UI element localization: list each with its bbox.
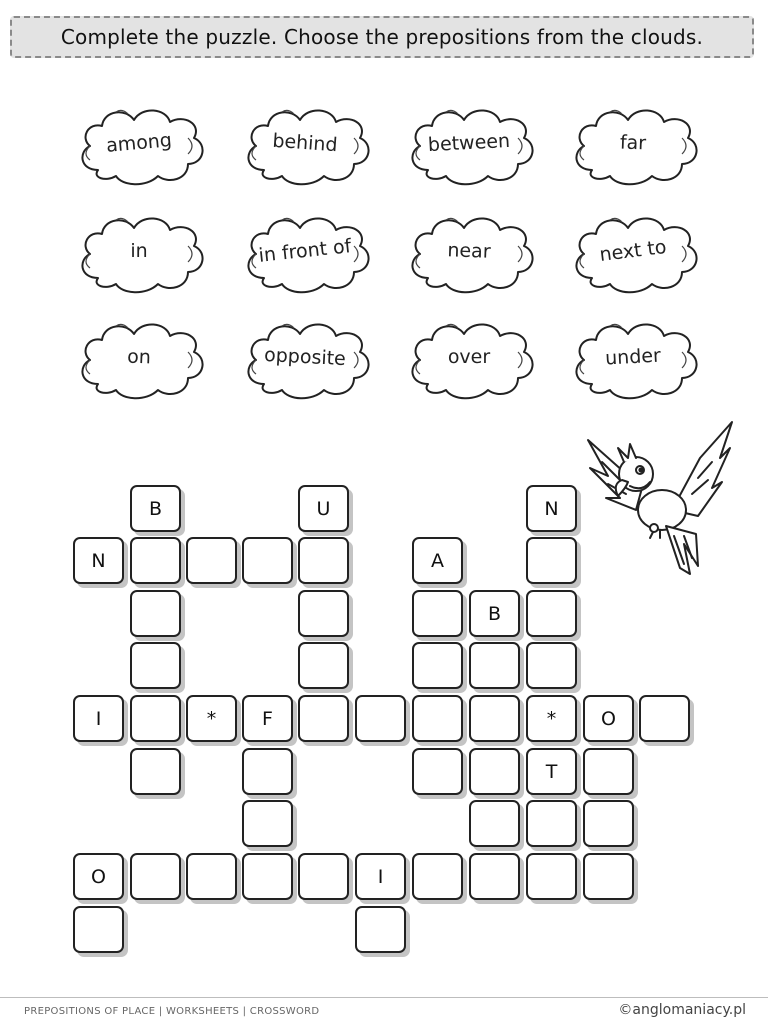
crossword-cell[interactable]: [130, 695, 181, 742]
crossword-cell[interactable]: [242, 800, 293, 847]
crossword-cell[interactable]: [242, 537, 293, 584]
cloud-label: among: [105, 129, 173, 157]
cloud-label: in: [130, 240, 148, 262]
cloud-on: [72, 312, 206, 402]
crossword-cell[interactable]: [639, 695, 690, 742]
crossword-cell[interactable]: U: [298, 485, 349, 532]
instructions-banner: [10, 16, 754, 58]
crossword-cell[interactable]: [298, 853, 349, 900]
crossword-cell[interactable]: [355, 695, 406, 742]
cloud-next-to: [566, 206, 700, 296]
crossword-cell[interactable]: [583, 853, 634, 900]
crossword-cell[interactable]: I: [73, 695, 124, 742]
crossword-cell[interactable]: N: [526, 485, 577, 532]
cloud-label: between: [427, 129, 511, 157]
cloud-in: [72, 206, 206, 296]
footer-breadcrumb: PREPOSITIONS OF PLACE | WORKSHEETS | CROSSWORD: [24, 1006, 320, 1017]
cloud-under: [566, 312, 700, 402]
crossword-cell[interactable]: [130, 853, 181, 900]
crossword-cell[interactable]: [130, 642, 181, 689]
parrot-illustration: [580, 418, 740, 578]
crossword-cell[interactable]: [412, 695, 463, 742]
crossword-cell[interactable]: O: [583, 695, 634, 742]
crossword-cell[interactable]: [469, 748, 520, 795]
crossword-cell[interactable]: [526, 590, 577, 637]
cloud-over: [402, 312, 536, 402]
cloud-between: [402, 98, 536, 188]
crossword-cell[interactable]: [583, 748, 634, 795]
crossword-cell[interactable]: A: [412, 537, 463, 584]
cloud-label: far: [619, 131, 647, 155]
crossword-cell[interactable]: *: [186, 695, 237, 742]
crossword-cell[interactable]: [469, 695, 520, 742]
crossword-cell[interactable]: [412, 853, 463, 900]
footer-divider: [0, 997, 768, 998]
crossword-cell[interactable]: [583, 800, 634, 847]
crossword-cell[interactable]: [242, 853, 293, 900]
crossword-cell[interactable]: [412, 642, 463, 689]
cloud-label: over: [447, 346, 491, 368]
cloud-label: under: [604, 344, 662, 370]
cloud-far: [566, 98, 700, 188]
crossword-cell[interactable]: [130, 590, 181, 637]
crossword-cell[interactable]: [130, 537, 181, 584]
instructions-text: Complete the puzzle. Choose the prepositions from the clouds.: [60, 25, 704, 49]
crossword-cell[interactable]: [526, 800, 577, 847]
cloud-opposite: [238, 312, 372, 402]
cloud-among: [72, 98, 206, 188]
crossword-cell[interactable]: [73, 906, 124, 953]
crossword-cell[interactable]: [186, 537, 237, 584]
crossword-cell[interactable]: [469, 800, 520, 847]
crossword-cell[interactable]: [186, 853, 237, 900]
crossword-cell[interactable]: [298, 537, 349, 584]
crossword-cell[interactable]: T: [526, 748, 577, 795]
crossword-cell[interactable]: I: [355, 853, 406, 900]
crossword-cell[interactable]: *: [526, 695, 577, 742]
crossword-cell[interactable]: [298, 590, 349, 637]
crossword-cell[interactable]: O: [73, 853, 124, 900]
crossword-cell[interactable]: [412, 590, 463, 637]
crossword-cell[interactable]: [412, 748, 463, 795]
cloud-label: behind: [271, 129, 339, 157]
crossword-cell[interactable]: B: [130, 485, 181, 532]
crossword-cell[interactable]: [526, 642, 577, 689]
crossword-cell[interactable]: [355, 906, 406, 953]
cloud-label: near: [447, 239, 491, 263]
cloud-near: [402, 206, 536, 296]
footer-copyright: ©anglomaniacy.pl: [618, 1002, 746, 1018]
crossword-cell[interactable]: [298, 695, 349, 742]
crossword-cell[interactable]: F: [242, 695, 293, 742]
cloud-behind: [238, 98, 372, 188]
cloud-label: opposite: [263, 343, 347, 371]
crossword-cell[interactable]: N: [73, 537, 124, 584]
crossword-cell[interactable]: [469, 853, 520, 900]
crossword-cell[interactable]: [130, 748, 181, 795]
crossword-cell[interactable]: [526, 853, 577, 900]
crossword-cell[interactable]: [298, 642, 349, 689]
cloud-label: next to: [598, 235, 668, 267]
cloud-in-front-of: [238, 206, 372, 296]
cloud-label: on: [126, 345, 152, 369]
crossword-cell[interactable]: [469, 642, 520, 689]
crossword-cell[interactable]: B: [469, 590, 520, 637]
cloud-label: in front of: [257, 235, 353, 267]
crossword-cell[interactable]: [242, 748, 293, 795]
crossword-cell[interactable]: [526, 537, 577, 584]
